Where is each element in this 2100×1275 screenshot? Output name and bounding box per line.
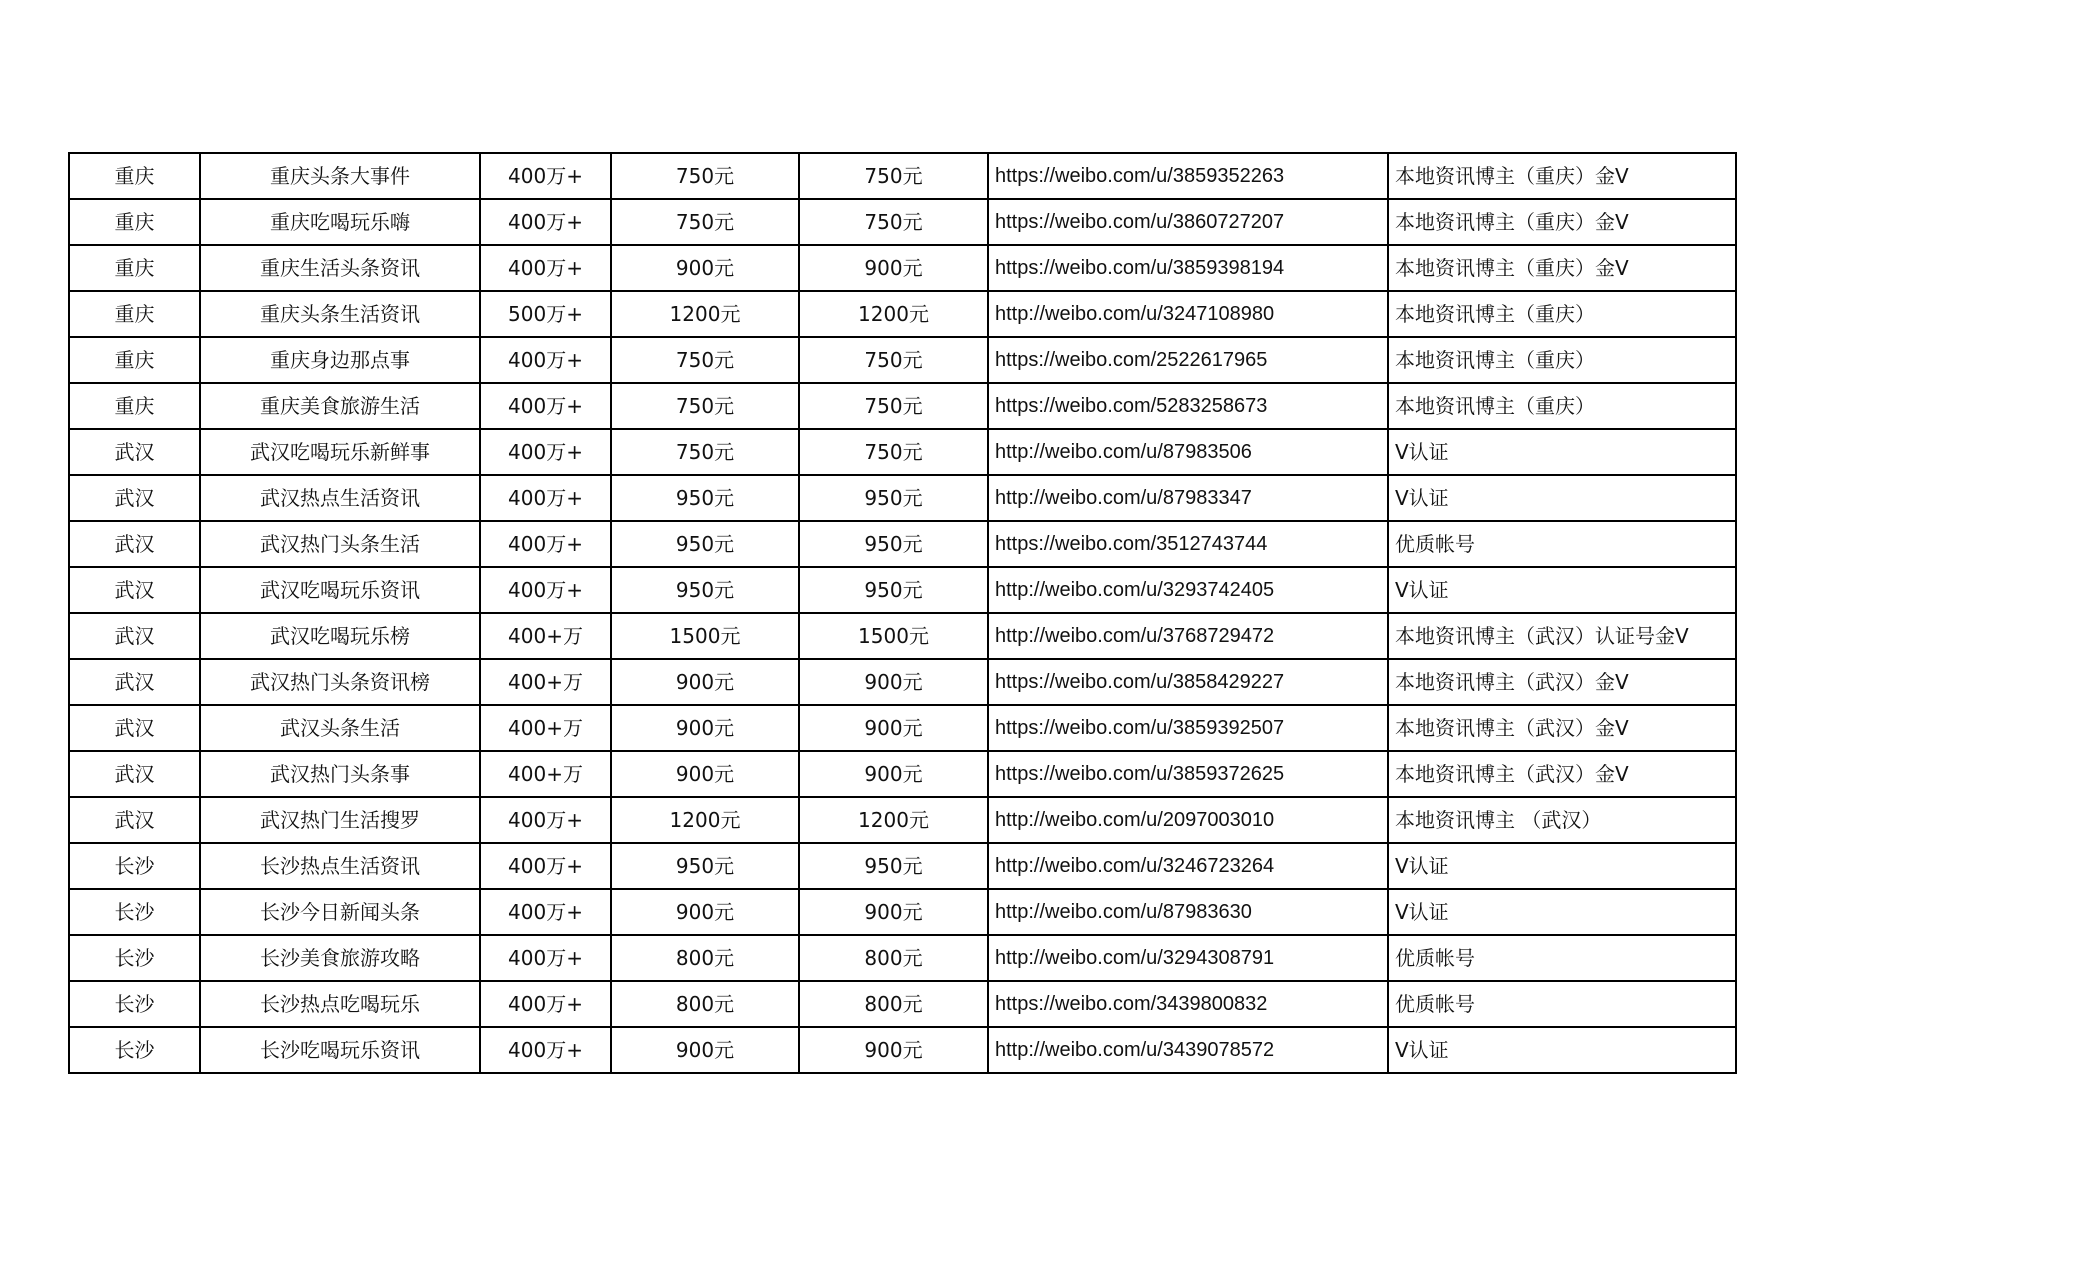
followers-cell: 400万+ <box>480 199 611 245</box>
city-cell: 武汉 <box>69 751 200 797</box>
followers-cell: 400+万 <box>480 613 611 659</box>
profile-link-cell: http://weibo.com/u/87983506 <box>988 429 1388 475</box>
account-name-cell: 长沙吃喝玩乐资讯 <box>200 1027 480 1073</box>
note-cell: V认证 <box>1388 889 1736 935</box>
price-cell: 800元 <box>611 981 799 1027</box>
table-row <box>69 1027 1736 1073</box>
account-name-cell: 武汉热点生活资讯 <box>200 475 480 521</box>
table-row <box>69 705 1736 751</box>
price-cell: 750元 <box>611 153 799 199</box>
profile-link-cell: https://weibo.com/5283258673 <box>988 383 1388 429</box>
account-name-cell: 重庆美食旅游生活 <box>200 383 480 429</box>
table-row <box>69 843 1736 889</box>
note-cell: V认证 <box>1388 1027 1736 1073</box>
note-cell: 本地资讯博主（武汉）金V <box>1388 659 1736 705</box>
table-row <box>69 797 1736 843</box>
account-name-cell: 武汉热门头条资讯榜 <box>200 659 480 705</box>
profile-link-cell: https://weibo.com/u/3859398194 <box>988 245 1388 291</box>
account-name-cell: 武汉热门头条生活 <box>200 521 480 567</box>
city-cell: 武汉 <box>69 705 200 751</box>
price-cell: 950元 <box>799 843 988 889</box>
city-cell: 重庆 <box>69 153 200 199</box>
account-name-cell: 重庆吃喝玩乐嗨 <box>200 199 480 245</box>
account-name-cell: 武汉吃喝玩乐榜 <box>200 613 480 659</box>
price-cell: 750元 <box>799 383 988 429</box>
city-cell: 重庆 <box>69 383 200 429</box>
followers-cell: 400+万 <box>480 705 611 751</box>
table-row <box>69 521 1736 567</box>
table-row <box>69 245 1736 291</box>
city-cell: 长沙 <box>69 1027 200 1073</box>
note-cell: 本地资讯博主（武汉）认证号金V <box>1388 613 1736 659</box>
price-cell: 750元 <box>611 337 799 383</box>
city-cell: 长沙 <box>69 889 200 935</box>
table-row <box>69 475 1736 521</box>
price-cell: 1200元 <box>799 291 988 337</box>
account-name-cell: 长沙美食旅游攻略 <box>200 935 480 981</box>
followers-cell: 400万+ <box>480 337 611 383</box>
city-cell: 武汉 <box>69 797 200 843</box>
city-cell: 重庆 <box>69 199 200 245</box>
profile-link-cell: http://weibo.com/u/3768729472 <box>988 613 1388 659</box>
price-cell: 950元 <box>799 475 988 521</box>
followers-cell: 400万+ <box>480 981 611 1027</box>
note-cell: 本地资讯博主（重庆）金V <box>1388 199 1736 245</box>
note-cell: V认证 <box>1388 475 1736 521</box>
account-name-cell: 武汉吃喝玩乐资讯 <box>200 567 480 613</box>
table-row <box>69 659 1736 705</box>
note-cell: 本地资讯博主（武汉）金V <box>1388 751 1736 797</box>
note-cell: 本地资讯博主（武汉）金V <box>1388 705 1736 751</box>
price-cell: 900元 <box>799 705 988 751</box>
table-row <box>69 935 1736 981</box>
account-price-table <box>68 152 1737 1074</box>
profile-link-cell: http://weibo.com/u/2097003010 <box>988 797 1388 843</box>
note-cell: 本地资讯博主（重庆）金V <box>1388 245 1736 291</box>
profile-link-cell: http://weibo.com/u/3294308791 <box>988 935 1388 981</box>
account-name-cell: 武汉热门头条事 <box>200 751 480 797</box>
note-cell: 本地资讯博主 （武汉） <box>1388 797 1736 843</box>
price-cell: 900元 <box>611 751 799 797</box>
price-cell: 1500元 <box>611 613 799 659</box>
price-cell: 750元 <box>799 199 988 245</box>
followers-cell: 400万+ <box>480 521 611 567</box>
price-cell: 900元 <box>611 889 799 935</box>
price-cell: 800元 <box>799 981 988 1027</box>
note-cell: 本地资讯博主（重庆） <box>1388 337 1736 383</box>
price-cell: 900元 <box>799 1027 988 1073</box>
price-cell: 950元 <box>799 567 988 613</box>
city-cell: 武汉 <box>69 613 200 659</box>
account-name-cell: 长沙热点生活资讯 <box>200 843 480 889</box>
city-cell: 重庆 <box>69 291 200 337</box>
price-cell: 950元 <box>611 567 799 613</box>
price-cell: 950元 <box>799 521 988 567</box>
profile-link-cell: http://weibo.com/u/3293742405 <box>988 567 1388 613</box>
price-cell: 1200元 <box>611 291 799 337</box>
price-cell: 1200元 <box>611 797 799 843</box>
price-cell: 900元 <box>611 705 799 751</box>
city-cell: 武汉 <box>69 475 200 521</box>
price-cell: 800元 <box>799 935 988 981</box>
followers-cell: 400万+ <box>480 245 611 291</box>
profile-link-cell: https://weibo.com/u/3859352263 <box>988 153 1388 199</box>
followers-cell: 400万+ <box>480 153 611 199</box>
account-name-cell: 武汉吃喝玩乐新鲜事 <box>200 429 480 475</box>
price-cell: 750元 <box>799 429 988 475</box>
note-cell: 优质帐号 <box>1388 981 1736 1027</box>
followers-cell: 400万+ <box>480 429 611 475</box>
followers-cell: 400万+ <box>480 567 611 613</box>
table-row <box>69 153 1736 199</box>
price-cell: 900元 <box>611 1027 799 1073</box>
followers-cell: 400万+ <box>480 475 611 521</box>
followers-cell: 400万+ <box>480 889 611 935</box>
account-name-cell: 长沙热点吃喝玩乐 <box>200 981 480 1027</box>
table-row <box>69 567 1736 613</box>
note-cell: 本地资讯博主（重庆） <box>1388 383 1736 429</box>
price-cell: 900元 <box>799 889 988 935</box>
followers-cell: 400+万 <box>480 659 611 705</box>
account-name-cell: 重庆头条生活资讯 <box>200 291 480 337</box>
profile-link-cell: https://weibo.com/u/3858429227 <box>988 659 1388 705</box>
note-cell: V认证 <box>1388 429 1736 475</box>
price-cell: 750元 <box>611 429 799 475</box>
profile-link-cell: https://weibo.com/u/3859372625 <box>988 751 1388 797</box>
account-name-cell: 重庆头条大事件 <box>200 153 480 199</box>
price-cell: 750元 <box>611 199 799 245</box>
note-cell: 优质帐号 <box>1388 935 1736 981</box>
followers-cell: 400+万 <box>480 751 611 797</box>
price-cell: 750元 <box>611 383 799 429</box>
table-body <box>69 153 1736 1073</box>
note-cell: V认证 <box>1388 567 1736 613</box>
profile-link-cell: http://weibo.com/u/87983347 <box>988 475 1388 521</box>
table-row <box>69 337 1736 383</box>
profile-link-cell: http://weibo.com/u/3246723264 <box>988 843 1388 889</box>
table-row <box>69 889 1736 935</box>
account-name-cell: 长沙今日新闻头条 <box>200 889 480 935</box>
table-row <box>69 291 1736 337</box>
note-cell: 本地资讯博主（重庆）金V <box>1388 153 1736 199</box>
followers-cell: 400万+ <box>480 797 611 843</box>
followers-cell: 400万+ <box>480 843 611 889</box>
profile-link-cell: https://weibo.com/3512743744 <box>988 521 1388 567</box>
price-cell: 750元 <box>799 153 988 199</box>
city-cell: 武汉 <box>69 429 200 475</box>
table-row <box>69 613 1736 659</box>
table-row <box>69 429 1736 475</box>
table-row <box>69 981 1736 1027</box>
city-cell: 武汉 <box>69 521 200 567</box>
followers-cell: 400万+ <box>480 935 611 981</box>
followers-cell: 400万+ <box>480 383 611 429</box>
profile-link-cell: https://weibo.com/2522617965 <box>988 337 1388 383</box>
price-cell: 950元 <box>611 475 799 521</box>
price-cell: 750元 <box>799 337 988 383</box>
price-cell: 900元 <box>611 659 799 705</box>
followers-cell: 400万+ <box>480 1027 611 1073</box>
price-cell: 900元 <box>799 751 988 797</box>
price-cell: 900元 <box>799 245 988 291</box>
city-cell: 长沙 <box>69 843 200 889</box>
city-cell: 重庆 <box>69 245 200 291</box>
profile-link-cell: http://weibo.com/u/87983630 <box>988 889 1388 935</box>
price-cell: 1500元 <box>799 613 988 659</box>
table-row <box>69 199 1736 245</box>
price-cell: 950元 <box>611 843 799 889</box>
profile-link-cell: https://weibo.com/u/3859392507 <box>988 705 1388 751</box>
account-name-cell: 重庆生活头条资讯 <box>200 245 480 291</box>
table-row <box>69 383 1736 429</box>
city-cell: 武汉 <box>69 659 200 705</box>
price-cell: 950元 <box>611 521 799 567</box>
followers-cell: 500万+ <box>480 291 611 337</box>
profile-link-cell: http://weibo.com/u/3439078572 <box>988 1027 1388 1073</box>
price-cell: 900元 <box>611 245 799 291</box>
account-name-cell: 重庆身边那点事 <box>200 337 480 383</box>
profile-link-cell: https://weibo.com/u/3860727207 <box>988 199 1388 245</box>
profile-link-cell: http://weibo.com/u/3247108980 <box>988 291 1388 337</box>
note-cell: V认证 <box>1388 843 1736 889</box>
city-cell: 长沙 <box>69 935 200 981</box>
city-cell: 武汉 <box>69 567 200 613</box>
note-cell: 本地资讯博主（重庆） <box>1388 291 1736 337</box>
price-cell: 1200元 <box>799 797 988 843</box>
account-name-cell: 武汉头条生活 <box>200 705 480 751</box>
note-cell: 优质帐号 <box>1388 521 1736 567</box>
price-cell: 900元 <box>799 659 988 705</box>
city-cell: 重庆 <box>69 337 200 383</box>
account-name-cell: 武汉热门生活搜罗 <box>200 797 480 843</box>
city-cell: 长沙 <box>69 981 200 1027</box>
profile-link-cell: https://weibo.com/3439800832 <box>988 981 1388 1027</box>
table-row <box>69 751 1736 797</box>
price-cell: 800元 <box>611 935 799 981</box>
